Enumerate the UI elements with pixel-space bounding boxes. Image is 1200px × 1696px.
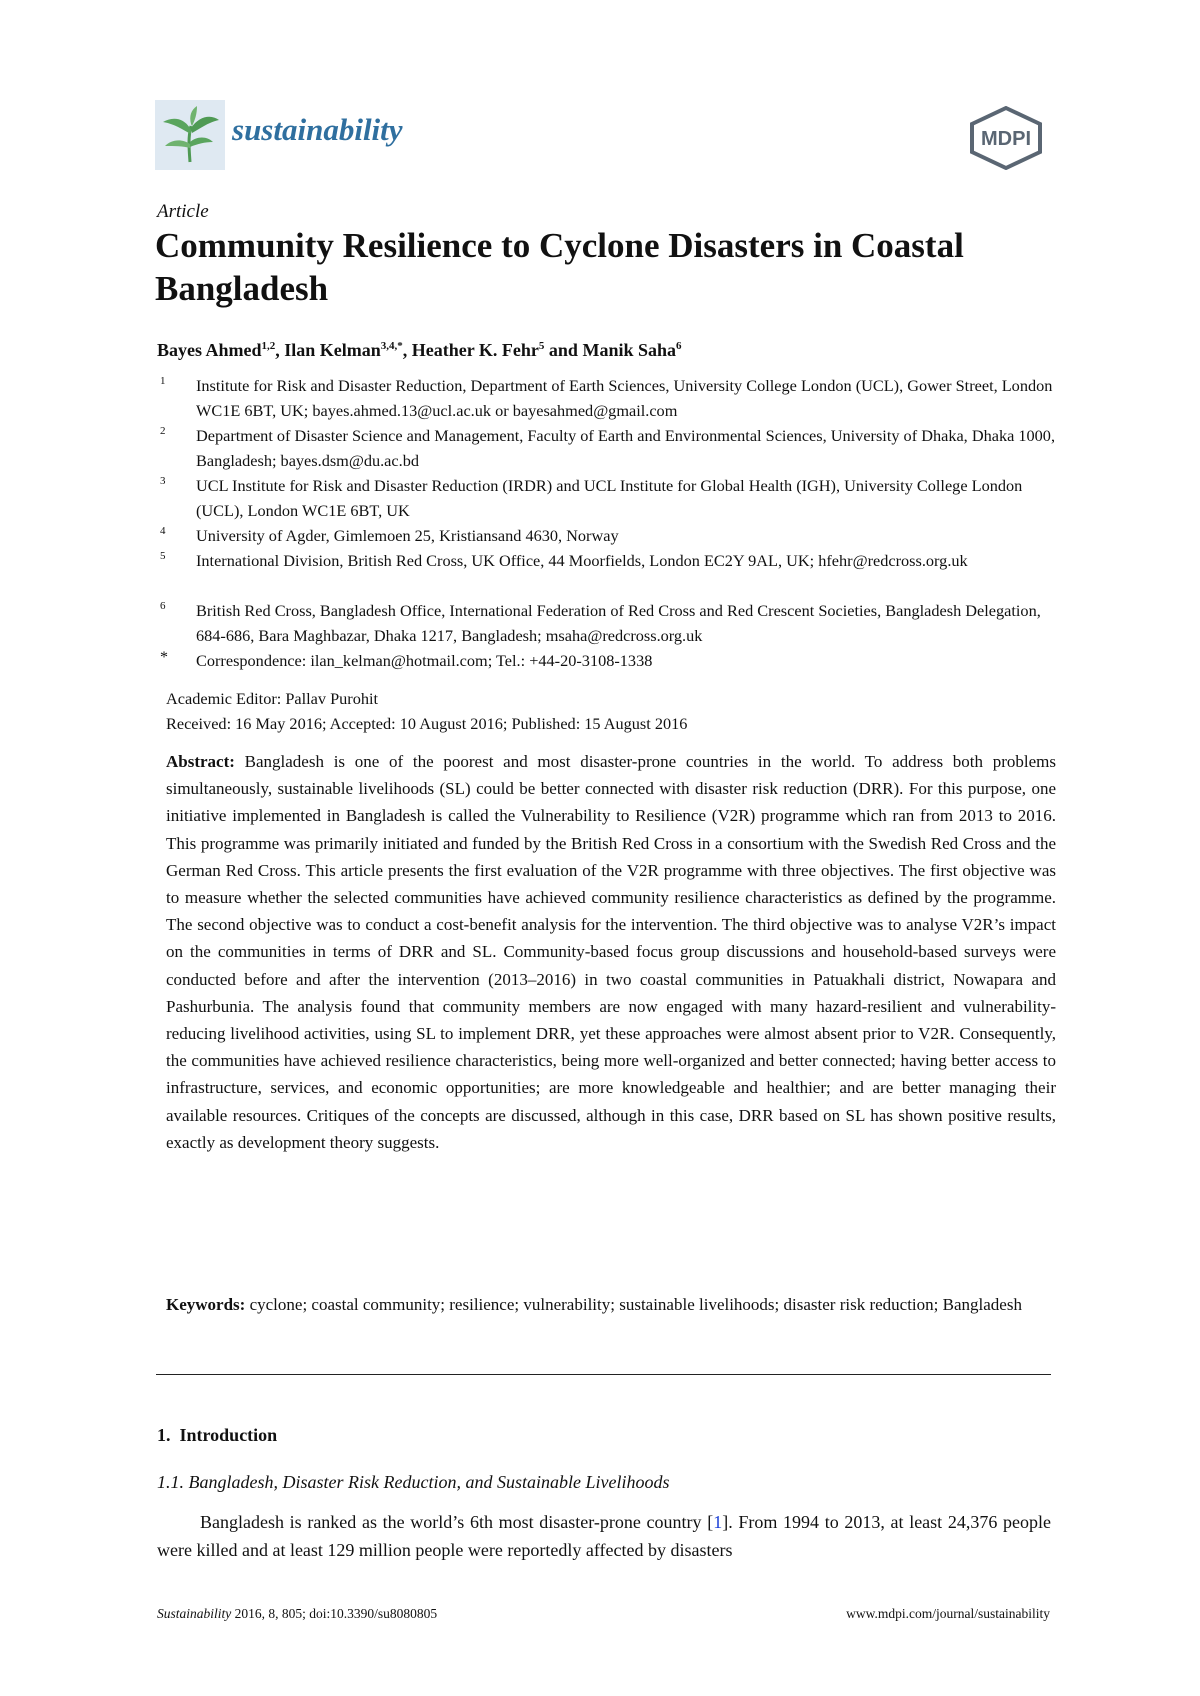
affiliation-text: Department of Disaster Science and Management, Faculty of Earth and Environmental Sciences, University of Dhaka, Dhaka 1000, Bangladesh; bayes.dsm@du.ac.bd bbox=[196, 426, 1056, 470]
academic-editor: Academic Editor: Pallav Purohit bbox=[166, 689, 379, 708]
affiliation-number: 4 bbox=[160, 525, 166, 537]
correspondence bbox=[160, 649, 1070, 674]
section-title: Introduction bbox=[179, 1425, 278, 1445]
affiliation-item bbox=[160, 524, 1070, 549]
footer-journal: Sustainability bbox=[157, 1606, 232, 1621]
author-name: Bayes Ahmed bbox=[157, 340, 262, 360]
affiliation-item bbox=[160, 424, 1070, 474]
leaf-plant-icon bbox=[155, 100, 225, 170]
mdpi-logo bbox=[966, 106, 1046, 170]
footer-url[interactable]: www.mdpi.com/journal/sustainability bbox=[846, 1606, 1050, 1621]
affiliation-item bbox=[160, 549, 1070, 599]
divider bbox=[156, 1374, 1051, 1375]
publication-dates: Received: 16 May 2016; Accepted: 10 August 2016; Published: 15 August 2016 bbox=[166, 714, 688, 733]
keywords-label: Keywords: bbox=[166, 1295, 246, 1314]
keywords bbox=[166, 1291, 1056, 1318]
abstract-text: Bangladesh is one of the poorest and most disaster-prone countries in the world. To address both problems simultaneously, sustainable livelihoods (SL) could be better connected with disaster risk reduction (DRR). For this purpose, one initiative implemented in Bangladesh is called the Vulnerability to Resilience (V2R) programme which ran from 2013 to 2016. This programme was primarily initiated and funded by the British Red Cross in a consortium with the Swedish Red Cross and the German Red Cross. This article presents the first evaluation of the V2R programme with three objectives. The first objective was to measure whether the selected communities have achieved community resilience characteristics as defined by the programme. The second objective was to conduct a cost-benefit analysis for the intervention. The third objective was to analyse V2R’s impact on the communities in terms of DRR and SL. Community-based focus group discussions and household-based surveys were conducted before and after the intervention (2013–2016) in two coastal communities in Patuakhali district, Nowapara and Pashurbunia. The analysis found that community members are now engaged with many hazard-resilient and vulnerability-reducing livelihood activities, using SL to implement DRR, yet these approaches were almost absent prior to V2R. Consequently, the communities have achieved resilience characteristics, being more well-organized and better connected; having better access to infrastructure, services, and economic opportunities; are more knowledgeable and healthier; and are better managing their available resources. Critiques of the concepts are discussed, although in this case, DRR based on SL has shown positive results, exactly as development theory suggests. bbox=[166, 752, 1057, 1152]
affiliation-number: 2 bbox=[160, 425, 166, 437]
article-type: Article bbox=[157, 201, 209, 222]
correspondence-text: Correspondence: ilan_kelman@hotmail.com; Tel.: +44-20-3108-1338 bbox=[196, 651, 653, 670]
affiliation-text: University of Agder, Gimlemoen 25, Kristiansand 4630, Norway bbox=[196, 526, 619, 545]
affiliation-text: British Red Cross, Bangladesh Office, International Federation of Red Cross and Red Crescent Societies, Bangladesh Delegation, 684-686, Bara Maghbazar, Dhaka 1217, Bangladesh; msaha@redcross.org.uk bbox=[196, 601, 1041, 645]
body-paragraph: Bangladesh is ranked as the world’s 6th most disaster-prone country [1]. From 1994 to 2013, at least 24,376 people were killed and at least 129 million people were reportedly affected by disasters bbox=[157, 1512, 1051, 1560]
affiliation-text: International Division, British Red Cross, UK Office, 44 Moorfields, London EC2Y 9AL, UK; hfehr@redcross.org.uk bbox=[196, 551, 968, 570]
subsection-heading: 1.1. Bangladesh, Disaster Risk Reduction, and Sustainable Livelihoods bbox=[157, 1472, 670, 1492]
citation-link[interactable]: 1 bbox=[713, 1512, 723, 1532]
author-affil-sup: 5 bbox=[538, 340, 545, 352]
affiliation-text: Institute for Risk and Disaster Reduction, Department of Earth Sciences, University College London (UCL), Gower Street, London WC1E 6BT, UK; bayes.ahmed.13@ucl.ac.uk or bayesahmed@gmail.com bbox=[196, 376, 1053, 420]
editor-and-dates bbox=[166, 686, 687, 736]
mdpi-logo-text: MDPI bbox=[981, 128, 1031, 150]
affiliation-number: 6 bbox=[160, 600, 166, 612]
section-heading bbox=[157, 1425, 277, 1446]
author-affil-sup: 1,2 bbox=[261, 340, 276, 352]
affiliation-list bbox=[160, 374, 1070, 674]
author-name: Manik Saha bbox=[582, 340, 676, 360]
section-number: 1. bbox=[157, 1425, 171, 1445]
footer-citation: Sustainability 2016, 8, 805; doi:10.3390/su8080805 bbox=[157, 1606, 438, 1621]
author-list: Bayes Ahmed$^{1,2}$, Ilan Kelman$^{3,4,*}$, Heather K. Fehr$^5$ and Manik Saha$^6$ bbox=[157, 340, 682, 360]
correspondence-marker: * bbox=[160, 649, 168, 666]
author-affil-sup: 6 bbox=[676, 340, 682, 352]
affiliation-number: 5 bbox=[160, 550, 166, 562]
author-name: Ilan Kelman bbox=[284, 340, 381, 360]
affiliation-text: UCL Institute for Risk and Disaster Reduction (IRDR) and UCL Institute for Global Health (IGH), University College London (UCL), London WC1E 6BT, UK bbox=[196, 476, 1023, 520]
abstract bbox=[166, 748, 1056, 1156]
affiliation-number: 1 bbox=[160, 375, 166, 387]
affiliation-item bbox=[160, 374, 1070, 424]
affiliation-item bbox=[160, 599, 1070, 649]
affiliation-number: 3 bbox=[160, 475, 166, 487]
journal-logo bbox=[155, 100, 225, 170]
abstract-label: Abstract: bbox=[166, 752, 235, 771]
author-affil-sup: 3,4,* bbox=[380, 340, 403, 352]
paper-title: Community Resilience to Cyclone Disasters in Coastal Bangladesh bbox=[155, 226, 964, 308]
keywords-text: cyclone; coastal community; resilience; vulnerability; sustainable livelihoods; disaster risk reduction; Bangladesh bbox=[249, 1295, 1022, 1314]
author-name: Heather K. Fehr bbox=[411, 340, 539, 360]
journal-name: sustainability bbox=[232, 112, 403, 147]
affiliation-item bbox=[160, 474, 1070, 524]
